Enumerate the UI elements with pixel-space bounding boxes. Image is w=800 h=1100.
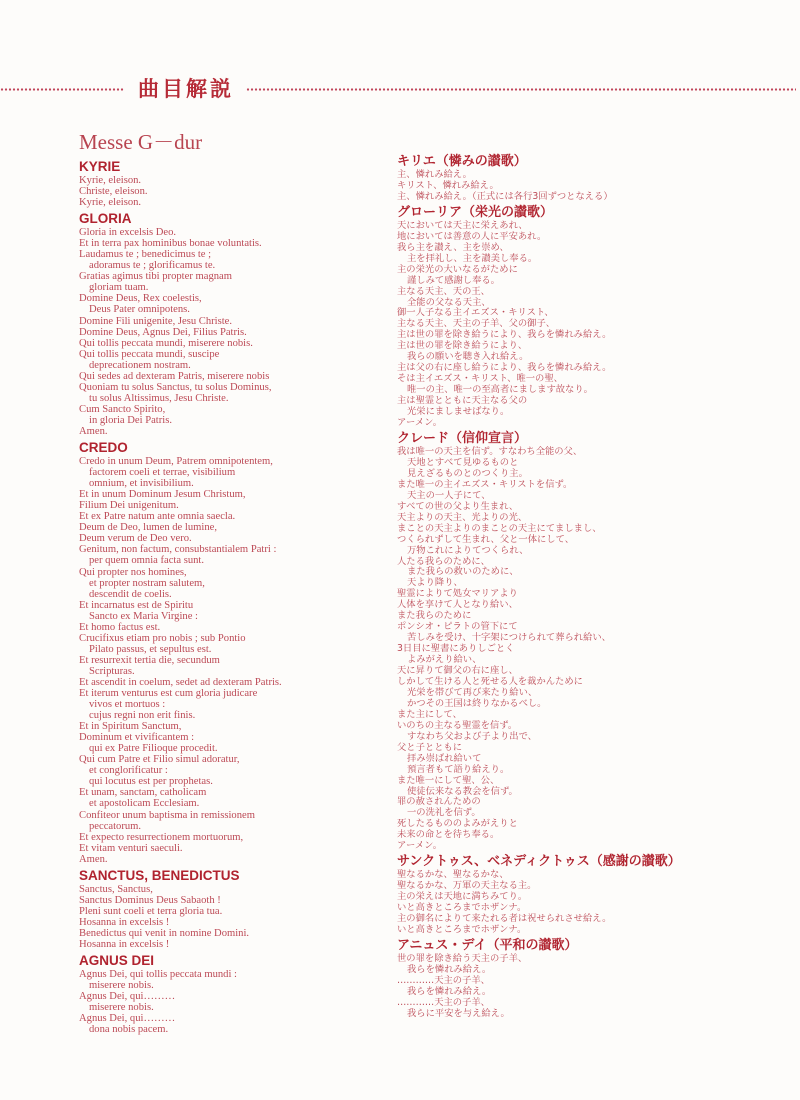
latin-text-line: Qui tollis peccata mundi, suscipe	[79, 348, 220, 360]
japanese-text-line: 主、憐れみ給え。	[397, 169, 472, 180]
latin-text-line: factorem coeli et terrae, visibilium	[89, 467, 236, 479]
latin-text-line: miserere nobis.	[89, 1002, 154, 1014]
latin-section-heading: GLORIA	[79, 211, 132, 227]
latin-text-line: Benedictus qui venit in nomine Domini.	[79, 927, 250, 939]
japanese-text-line: 主なる天主、天の王、	[397, 285, 490, 297]
latin-text-line: Et incarnatus est de Spiritu	[79, 599, 194, 611]
japanese-text-line: すべての世の父より生まれ、	[397, 500, 519, 512]
latin-text-line: Pilato passus, et sepultus est.	[89, 643, 212, 655]
latin-text-line: Cum Sancto Spirito,	[79, 403, 166, 415]
latin-text-line: Pleni sunt coeli et terra gloria tua.	[79, 905, 223, 917]
latin-text-line: Quoniam tu solus Sanctus, tu solus Dominus,	[79, 381, 272, 393]
latin-text-line: Deum verum de Deo vero.	[79, 533, 192, 545]
latin-text-line: per quem omnia facta sunt.	[89, 555, 205, 567]
latin-text-line: Agnus Dei, qui………	[79, 1013, 176, 1025]
japanese-text-line: 人たる我らのために、	[397, 555, 490, 567]
latin-section-heading: AGNUS DEI	[79, 953, 155, 969]
latin-text-line: Domine Deus, Rex coelestis,	[79, 293, 202, 305]
japanese-text-line: ポンシオ・ピラトの管下にて	[397, 621, 518, 633]
japanese-text-line: 使徒伝来なる教会を信ず。	[407, 785, 518, 797]
latin-text-line: Qui tollis peccata mundi, miserere nobis.	[79, 337, 253, 349]
banner-dotted-rule-right	[246, 88, 796, 91]
japanese-text-line: 謹しみて感謝し奉る。	[407, 274, 500, 286]
japanese-text-line: 苦しみを受け、十字架につけられて葬られ給い、	[407, 632, 611, 644]
japanese-text-line: 主は世の罪を除き給うにより、我らを憐れみ給え。	[397, 329, 612, 341]
japanese-text-line: 我らに平安を与え給え。	[407, 1007, 510, 1019]
latin-text-line: Domine Deus, Agnus Dei, Filius Patris.	[79, 326, 247, 338]
latin-text-line: Amen.	[79, 425, 108, 437]
japanese-text-line: 唯一の主、唯一の至高者にまします故なり。	[407, 384, 593, 396]
latin-text-line: Sanctus Dominus Deus Sabaoth !	[79, 894, 221, 906]
japanese-text-line: 主、憐れみ給え。（正式には各行3回ずつとなえる）	[397, 190, 613, 202]
japanese-section-heading: クレード（信仰宣言）	[397, 430, 528, 446]
banner-dotted-rule-left	[0, 88, 124, 91]
japanese-text-line: 罪の赦されんための	[397, 796, 481, 808]
latin-text-line: peccatorum.	[89, 820, 142, 832]
latin-section-heading: KYRIE	[79, 159, 121, 174]
japanese-text-line: また主にして、	[397, 708, 462, 720]
latin-text-line: Hosanna in excelsis !	[79, 916, 170, 928]
latin-text-line: Qui propter nos homines,	[79, 566, 187, 578]
japanese-text-line: 拝み崇ばれ給いて	[407, 752, 482, 764]
japanese-text-line: また唯一にして聖、公、	[397, 774, 500, 786]
japanese-text-line: また我らの救いのために、	[407, 566, 519, 578]
japanese-text-line: すなわち父および子より出で、	[407, 730, 537, 742]
japanese-text-line: …………天主の子羊、	[397, 974, 490, 986]
latin-text-column	[79, 156, 379, 1035]
japanese-translation-column	[397, 152, 797, 1020]
latin-text-line: Credo in unum Deum, Patrem omnipotentem,	[79, 456, 273, 468]
latin-section-heading: SANCTUS, BENEDICTUS	[79, 867, 240, 883]
japanese-section-heading: グローリア（栄光の讃歌）	[397, 204, 554, 220]
latin-text-line: gloriam tuam.	[89, 282, 149, 294]
japanese-text-line: キリスト、憐れみ給え。	[397, 179, 499, 191]
latin-text-line: Amen.	[79, 853, 108, 865]
japanese-text-line: 聖なるかな、聖なるかな、	[397, 869, 509, 881]
japanese-text-line: 3日目に聖書にありしごとく	[397, 643, 515, 655]
latin-text-line: in gloria Dei Patris.	[89, 414, 172, 426]
japanese-text-line: 主は父の右に座し給うにより、我らを憐れみ給え。	[397, 362, 612, 374]
japanese-section-heading: サンクトゥス、ベネディクトゥス（感謝の讃歌）	[397, 854, 681, 870]
japanese-section-heading: アニュス・デイ（平和の讃歌）	[397, 937, 578, 953]
latin-text-line: Sanctus, Sanctus,	[79, 883, 153, 895]
japanese-text-line: 主は聖霊とともに天主なる父の	[397, 395, 528, 407]
latin-text-line: Crucifixus etiam pro nobis ; sub Pontio	[79, 632, 246, 644]
latin-text-line: Domine Fili unigenite, Jesu Christe.	[79, 315, 233, 327]
latin-text-line: Gloria in excelsis Deo.	[79, 227, 177, 239]
latin-text-line: Et unam, sanctam, catholicam	[79, 787, 207, 799]
latin-text-line: qui ex Patre Filioque procedit.	[89, 743, 218, 755]
latin-text-line: tu solus Altissimus, Jesu Christe.	[89, 392, 229, 404]
japanese-text-line: 我らを憐れみ給え。	[407, 985, 492, 997]
latin-text-line: Et in unum Dominum Jesum Christum,	[79, 489, 246, 501]
latin-text-line: miserere nobis.	[89, 980, 154, 992]
japanese-text-line: 地においては善意の人に平安あれ。	[397, 230, 547, 242]
japanese-text-line: …………天主の子羊、	[397, 996, 490, 1008]
latin-text-line: et apostolicam Ecclesiam.	[89, 798, 200, 810]
japanese-text-line: 光栄にましませばなり。	[407, 406, 510, 418]
japanese-text-line: 天地とすべて見ゆるものと	[407, 456, 519, 468]
latin-text-line: Laudamus te ; benedicimus te ;	[79, 249, 212, 261]
japanese-text-line: 御一人子なる主イエズス・キリスト、	[397, 307, 554, 319]
japanese-text-line: 人体を享けて人となり給い、	[397, 599, 518, 611]
japanese-text-line: 光栄を帯びて再び来たり給い、	[407, 686, 538, 698]
latin-text-line: Confiteor unum baptisma in remissionem	[79, 809, 255, 821]
japanese-text-line: アーメン。	[397, 417, 442, 429]
latin-text-line: adoramus te ; glorificamus te.	[89, 260, 216, 272]
latin-text-line: Genitum, non factum, consubstantialem Patri :	[79, 544, 277, 556]
japanese-text-line: アーメン。	[397, 840, 442, 852]
japanese-text-line: そは主イエズス・キリスト、唯一の聖、	[397, 373, 563, 385]
japanese-text-line: 一の洗礼を信ず。	[407, 807, 481, 819]
latin-text-line: Et resurrexit tertia die, secundum	[79, 654, 220, 666]
japanese-section-heading: キリエ（憐みの讃歌）	[397, 154, 527, 169]
latin-text-line: et conglorificatur :	[89, 765, 168, 777]
japanese-text-line: 天に昇りて御父の右に座し、	[397, 665, 518, 677]
latin-text-line: Agnus Dei, qui tollis peccata mundi :	[79, 969, 237, 981]
japanese-text-line: 主なる天主、天主の子羊、父の御子、	[397, 318, 556, 330]
japanese-text-line: また唯一の主イエズス・キリストを信ず。	[397, 478, 573, 490]
latin-text-line: Christe, eleison.	[79, 186, 148, 198]
latin-text-line: qui locutus est per prophetas.	[89, 776, 213, 788]
latin-text-line: Scripturas.	[89, 665, 135, 677]
banner-title: 曲目解説	[138, 77, 234, 101]
japanese-text-line: 聖霊によりて処女マリアより	[397, 588, 518, 600]
japanese-text-line: 主は世の罪を除き給うにより、	[397, 340, 528, 352]
japanese-text-line: 我らを憐れみ給え。	[407, 963, 492, 975]
japanese-text-line: 全能の父なる天主、	[407, 296, 491, 308]
japanese-text-line: 我ら主を讃え、主を崇め、	[397, 241, 509, 253]
latin-text-line: Kyrie, eleison.	[79, 175, 142, 186]
japanese-text-line: しかして生ける人と死せる人を裁かんために	[397, 675, 583, 687]
japanese-text-line: 万物これによりてつくられ、	[407, 544, 529, 556]
latin-text-line: Filium Dei unigenitum.	[79, 500, 179, 512]
japanese-text-line: まことの天主よりのまことの天主にてましまし、	[397, 522, 602, 534]
latin-text-line: Hosanna in excelsis !	[79, 939, 170, 950]
japanese-text-line: よみがえり給い、	[407, 654, 482, 666]
japanese-text-line: かつその王国は終りなかるべし。	[407, 697, 547, 709]
japanese-text-line: 世の罪を除き給う天主の子羊、	[397, 952, 528, 964]
latin-text-line: et propter nostram salutem,	[89, 577, 205, 589]
latin-text-line: omnium, et invisibilium.	[89, 478, 194, 490]
latin-text-line: Et vitam venturi saeculi.	[79, 842, 183, 854]
latin-text-line: Qui cum Patre et Filio simul adoratur,	[79, 754, 240, 766]
work-title: Messe G－dur	[79, 130, 203, 154]
latin-text-line: Et ascendit in coelum, sedet ad dexteram Patris.	[79, 676, 282, 688]
latin-text-line: deprecationem nostram.	[89, 359, 191, 371]
latin-text-line: Et ex Patre natum ante omnia saecla.	[79, 511, 236, 523]
japanese-text-line: 主を拝礼し、主を讃美し奉る。	[407, 252, 538, 264]
latin-text-line: Et in Spiritum Sanctum,	[79, 721, 182, 733]
japanese-text-line: 主の御名によりて来たれる者は祝せられさせ給え。	[397, 913, 612, 925]
japanese-text-line: 天主の一人子にて、	[407, 489, 491, 501]
japanese-text-line: つくられずして生まれ、父と一体にして、	[397, 533, 575, 545]
latin-text-line: cujus regni non erit finis.	[89, 710, 196, 722]
japanese-text-line: 見えざるものとのつくり主。	[407, 467, 528, 479]
latin-text-line: Dominum et vivificantem :	[79, 732, 195, 744]
japanese-text-line: 聖なるかな、万軍の天主なる主。	[397, 880, 537, 892]
japanese-text-line: いのちの主なる聖霊を信ず。	[397, 719, 518, 731]
section-banner	[0, 76, 800, 102]
latin-text-line: Et homo factus est.	[79, 621, 161, 633]
japanese-text-line: いと高きところまでホザンナ。	[397, 902, 527, 914]
japanese-text-line: 主の栄えは天地に満ちみてり。	[397, 891, 528, 903]
latin-text-line: Et iterum venturus est cum gloria judicare	[79, 688, 258, 700]
japanese-text-line: 我らの願いを聴き入れ給え。	[407, 351, 529, 363]
japanese-text-line: 我は唯一の天主を信ず。すなわち全能の父、	[397, 445, 583, 457]
latin-text-line: Deus Pater omnipotens.	[89, 304, 190, 316]
latin-text-line: Gratias agimus tibi propter magnam	[79, 271, 232, 283]
japanese-text-line: 未来の命とを待ち奉る。	[397, 829, 500, 841]
japanese-text-line: いと高きところまでホザンナ。	[397, 924, 527, 935]
japanese-text-line: 主の栄光の大いなるがために	[397, 263, 518, 275]
latin-text-line: Et expecto resurrectionem mortuorum,	[79, 831, 244, 843]
japanese-text-line: 死したるもののよみがえりと	[397, 818, 518, 830]
latin-text-line: Kyrie, eleison.	[79, 197, 142, 209]
latin-text-line: descendit de coelis.	[89, 588, 172, 600]
japanese-text-line: 天主よりの天主、光よりの光、	[397, 511, 528, 523]
latin-text-line: Deum de Deo, lumen de lumine,	[79, 522, 217, 534]
latin-section-heading: CREDO	[79, 440, 128, 456]
japanese-text-line: 天より降り、	[407, 577, 463, 589]
latin-text-line: Et in terra pax hominibus bonae voluntatis.	[79, 238, 262, 250]
latin-text-line: Qui sedes ad dexteram Patris, miserere nobis	[79, 370, 270, 382]
japanese-text-line: また我らのために	[397, 610, 472, 622]
japanese-text-line: 父と子とともに	[397, 741, 463, 753]
japanese-text-line: 預言者もて語り給えり。	[407, 763, 510, 775]
latin-text-line: Agnus Dei, qui………	[79, 991, 176, 1003]
japanese-text-line: 天においては天主に栄えあれ、	[397, 219, 528, 231]
latin-text-line: dona nobis pacem.	[89, 1024, 169, 1036]
latin-text-line: vivos et mortuos :	[89, 699, 166, 711]
latin-text-line: Sancto ex Maria Virgine :	[89, 610, 199, 622]
